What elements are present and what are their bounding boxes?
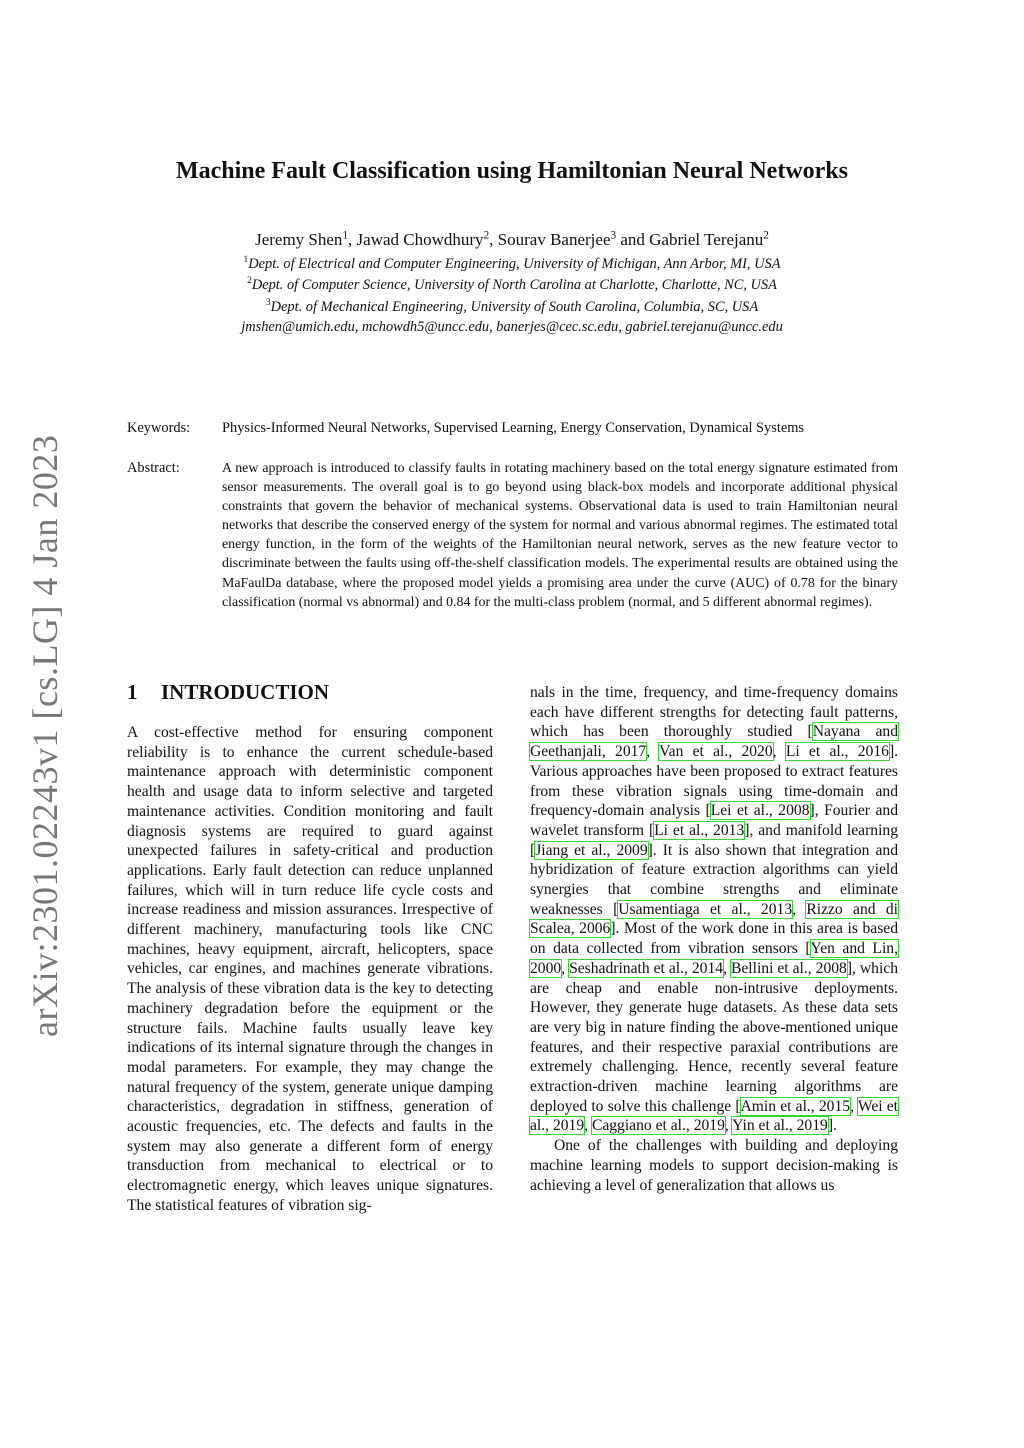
body-text: ]. Various approaches have been proposed to extract features from these vibration signals using time-domain and frequency-domain analysis [	[530, 743, 899, 820]
author-separator: ,	[348, 230, 357, 249]
affiliation-mark: 1	[243, 255, 249, 266]
body-text: ], Fourier and wavelet transform [	[530, 802, 899, 839]
abstract-text: A new approach is introduced to classify faults in rotating machinery based on the total energy signature estimated from sensor measurements. The overall goal is to go beyond using black-box models and incorporate additional physical constraints that govern the behavior of mechanical systems. Observational data is used to train Hamiltonian neural networks that describe the conserved energy of the system for normal and various abnormal regimes. The estimated total energy function, in the form of the weights of the Hamiltonian neural network, serves as the new feature vector to discriminate between the faults using off-the-shelf classification models. The experimental results are obtained using the MaFaulDa database, where the proposed model yields a promising area under the curve (AUC) of 0.78 for the binary classification (normal vs abnormal) and 0.84 for the multi-class problem (normal, and 5 different abnormal regimes).	[222, 461, 898, 610]
citation-link[interactable]: Rizzo and di Scalea, 2006	[530, 900, 898, 938]
author-list	[0, 229, 1024, 251]
body-text: ], which are cheap and enable non-intrusive deployments. However, they generate huge datasets. As these data sets are very big in nature finding the above-mentioned unique features, and their respective paraxial contributions are extremely challenging. Hence, recently several feature extraction-driven machine learning algorithms are deployed to solve this challenge [	[530, 959, 899, 1115]
author-name: Jeremy Shen	[255, 230, 343, 249]
citation-link[interactable]: Yin et al., 2019	[732, 1117, 828, 1135]
author-affiliation-mark: 2	[483, 229, 490, 242]
body-text: ,	[850, 1097, 858, 1115]
author-affiliation-mark: 2	[763, 229, 769, 242]
body-text: ,	[646, 743, 660, 761]
section-number: 1	[127, 680, 138, 704]
author-name: Sourav Banerjee	[497, 230, 611, 249]
body-text: ,	[792, 900, 807, 918]
citation-link[interactable]: Li et al., 2016	[785, 743, 889, 761]
author-affiliation-mark: 3	[610, 229, 617, 242]
affiliation-text: Dept. of Computer Science, University of North Carolina at Charlotte, Charlotte, NC, USA	[251, 277, 777, 293]
author-name: Gabriel Terejanu	[649, 230, 764, 249]
author-separator: and	[616, 230, 650, 249]
body-text: ,	[772, 743, 786, 761]
affiliation-text: Dept. of Mechanical Engineering, University of South Carolina, Columbia, SC, USA	[270, 299, 759, 315]
author-name: Jawad Chowdhury	[356, 230, 484, 249]
left-column	[127, 723, 493, 1216]
author-separator: ,	[489, 230, 498, 249]
body-text: ]. Most of the work done in this area is based on data collected from vibration sensors [	[530, 920, 898, 958]
body-text: ]. It is also shown that integration and hybridization of feature extraction algorithms can yield synergies that combine strengths and eliminate weaknesses [	[530, 841, 898, 918]
affiliation-2	[0, 276, 1024, 295]
citation-link[interactable]: Lei et al., 2008	[710, 802, 810, 820]
body-text: ,	[584, 1117, 592, 1135]
keywords-text: Physics-Informed Neural Networks, Supervised Learning, Energy Conservation, Dynamical Systems	[222, 420, 805, 436]
arxiv-identifier: arXiv:2301.02243v1 [cs.LG] 4 Jan 2023	[25, 434, 65, 1038]
citation-link[interactable]: Caggiano et al., 2019	[591, 1117, 725, 1135]
citation-link[interactable]: Nayana and Geethanjali, 2017	[530, 723, 898, 761]
affiliation-mark: 3	[265, 298, 271, 309]
keywords-label: Keywords:	[127, 420, 191, 436]
affiliation-3	[0, 298, 1024, 317]
right-column	[530, 683, 898, 1195]
citation-link[interactable]: Amin et al., 2015	[740, 1097, 851, 1115]
paper-title: Machine Fault Classification using Hamiltonian Neural Networks	[175, 158, 848, 184]
citation-link[interactable]: Jiang et al., 2009	[535, 841, 648, 859]
affiliation-mark: 2	[247, 276, 252, 287]
section-heading	[127, 678, 329, 706]
body-text: ], and manifold learning [	[530, 821, 898, 859]
affiliation-text: Dept. of Electrical and Computer Engineering, University of Michigan, Ann Arbor, MI, USA	[248, 256, 781, 272]
citation-link[interactable]: Li et al., 2013	[654, 821, 745, 839]
abstract-label: Abstract:	[127, 460, 180, 476]
body-text: ,	[724, 1117, 733, 1135]
citation-link[interactable]: Van et al., 2020	[659, 743, 773, 761]
paragraph: One of the challenges with building and deploying machine learning models to support decision-making is achieving a level of generalization that allows us	[530, 1137, 898, 1194]
citation-link[interactable]: Yen and Lin, 2000	[530, 940, 898, 977]
body-text: ,	[561, 959, 570, 977]
author-emails: jmshen@umich.edu, mchowdh5@uncc.edu, banerjes@cec.sc.edu, gabriel.terejanu@uncc.edu	[241, 319, 783, 335]
body-text: ,	[723, 959, 731, 977]
section-title: INTRODUCTION	[161, 680, 330, 704]
body-text: nals in the time, frequency, and time-frequency domains each have different strengths for detecting fault patterns, which has been thoroughly studied [	[530, 684, 898, 741]
citation-link[interactable]: Wei et al., 2019	[530, 1097, 899, 1135]
citation-link[interactable]: Seshadrinath et al., 2014	[569, 959, 724, 977]
author-affiliation-mark: 1	[342, 229, 349, 242]
affiliation-1	[0, 255, 1024, 274]
citation-link[interactable]: Bellini et al., 2008	[730, 959, 847, 977]
paragraph	[530, 683, 898, 1136]
paragraph: A cost-effective method for ensuring component reliability is to enhance the current schedule-based maintenance approach with deterministic component health and usage data to inform selective and targeted maintenance activities. Condition monitoring and fault diagnosis systems are required to guard against unexpected failures in safety-critical and production applications. Early fault detection can reduce unplanned failures, which will in turn reduce life cycle costs and increase readiness and mission assurances. Irrespective of different machinery, manufacturing tools like CNC machines, heavy equipment, aircraft, helicopters, space vehicles, car engines, and machines generate vibrations. The analysis of these vibration data is the key to detecting machinery degradation before the equipment or the structure fails. Machine faults usually leave key indications of its internal signature through the changes in modal parameters. For example, they may change the natural frequency of the system, generate unique damping characteristics, degradation in stiffness, generation of acoustic frequencies, etc. The defects and faults in the system may also generate a different form of energy transduction from mechanical to electrical or to electromagnetic energy, which leaves unique signatures. The statistical features of vibration sig-	[127, 724, 493, 1214]
citation-link[interactable]: Usamentiaga et al., 2013	[618, 900, 793, 918]
body-text: ].	[827, 1117, 837, 1135]
